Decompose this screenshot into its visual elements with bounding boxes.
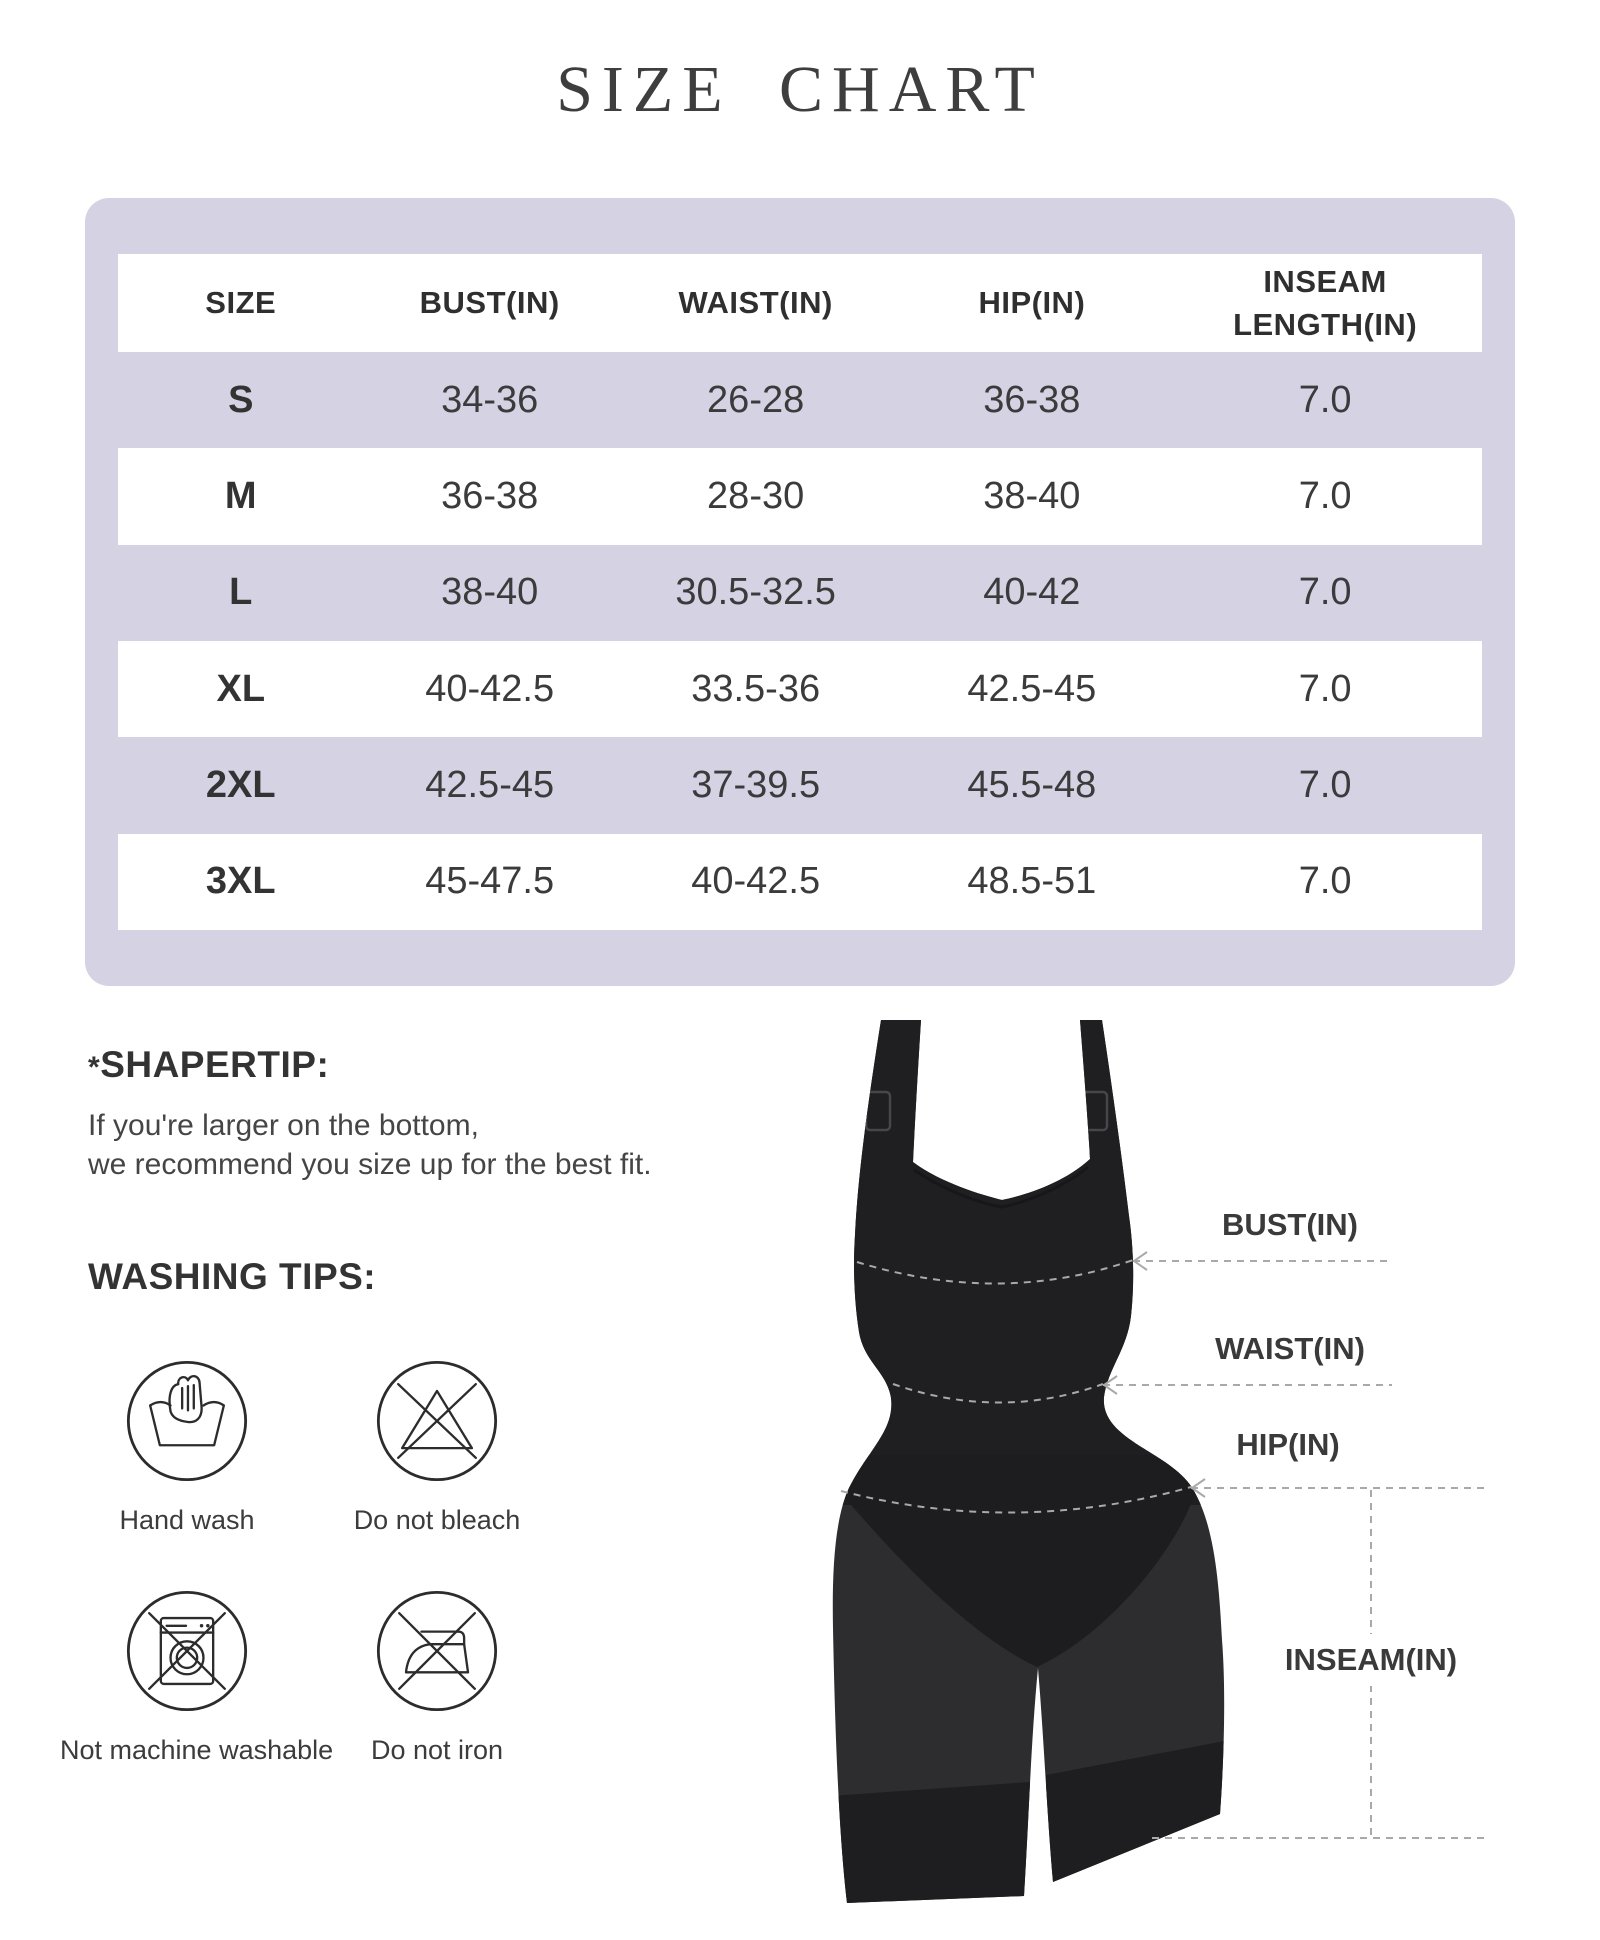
value-cell: 40-42.5 bbox=[691, 860, 821, 903]
value-cell: 7.0 bbox=[1298, 378, 1352, 421]
value-cell: 48.5-51 bbox=[967, 860, 1097, 903]
inseam-measure-label: INSEAM(IN) bbox=[1269, 1634, 1473, 1686]
header-hip: HIP(IN) bbox=[978, 285, 1086, 320]
value-cell: 28-30 bbox=[707, 474, 805, 517]
hip-measure-label: HIP(IN) bbox=[1236, 1427, 1340, 1462]
value-cell: 42.5-45 bbox=[425, 763, 555, 806]
shapertip-line1: If you're larger on the bottom, bbox=[88, 1109, 479, 1142]
value-cell: 7.0 bbox=[1298, 571, 1352, 614]
value-cell: 36-38 bbox=[441, 474, 539, 517]
value-cell: 7.0 bbox=[1298, 474, 1352, 517]
value-cell: 40-42 bbox=[983, 571, 1081, 614]
size-cell: 2XL bbox=[205, 763, 276, 806]
value-cell: 37-39.5 bbox=[691, 763, 821, 806]
value-cell: 30.5-32.5 bbox=[675, 571, 836, 614]
page-title: SIZE CHART bbox=[556, 53, 1044, 126]
header-waist: WAIST(IN) bbox=[678, 285, 833, 320]
bodysuit-left-hem bbox=[830, 1782, 1030, 1915]
value-cell: 42.5-45 bbox=[967, 667, 1097, 710]
washing-tips-heading: WASHING TIPS: bbox=[88, 1256, 377, 1297]
value-cell: 33.5-36 bbox=[691, 667, 821, 710]
value-cell: 36-38 bbox=[983, 378, 1081, 421]
header-size: SIZE bbox=[205, 285, 277, 320]
value-cell: 38-40 bbox=[983, 474, 1081, 517]
wash-label: Not machine washable bbox=[60, 1735, 334, 1765]
size-cell: L bbox=[229, 571, 253, 614]
size-cell: M bbox=[224, 474, 257, 517]
size-cell: XL bbox=[216, 667, 266, 710]
value-cell: 7.0 bbox=[1298, 667, 1352, 710]
value-cell: 34-36 bbox=[441, 378, 539, 421]
value-cell: 26-28 bbox=[707, 378, 805, 421]
asterisk-mark: * bbox=[88, 1051, 101, 1084]
shapertip-line2: we recommend you size up for the best fit. bbox=[88, 1148, 652, 1181]
value-cell: 7.0 bbox=[1298, 763, 1352, 806]
shapertip-heading-text: SHAPERTIP: bbox=[100, 1044, 330, 1085]
size-cell: S bbox=[228, 378, 254, 421]
bodysuit-torso-shade bbox=[600, 1000, 1600, 1505]
wash-label: Do not iron bbox=[370, 1735, 504, 1765]
value-cell: 7.0 bbox=[1298, 860, 1352, 903]
value-cell: 38-40 bbox=[441, 571, 539, 614]
header-bust: BUST(IN) bbox=[419, 285, 560, 320]
waist-measure-label: WAIST(IN) bbox=[1215, 1331, 1365, 1366]
value-cell: 45-47.5 bbox=[425, 860, 555, 903]
size-cell: 3XL bbox=[205, 860, 276, 903]
header-inseam-line1: INSEAM bbox=[1263, 263, 1387, 299]
bust-measure-label: BUST(IN) bbox=[1221, 1207, 1359, 1242]
wash-label: Hand wash bbox=[119, 1505, 255, 1535]
header-inseam-line2: LENGTH(IN) bbox=[1233, 307, 1418, 342]
value-cell: 45.5-48 bbox=[967, 763, 1097, 806]
value-cell: 40-42.5 bbox=[425, 667, 555, 710]
wash-label: Do not bleach bbox=[353, 1505, 521, 1535]
